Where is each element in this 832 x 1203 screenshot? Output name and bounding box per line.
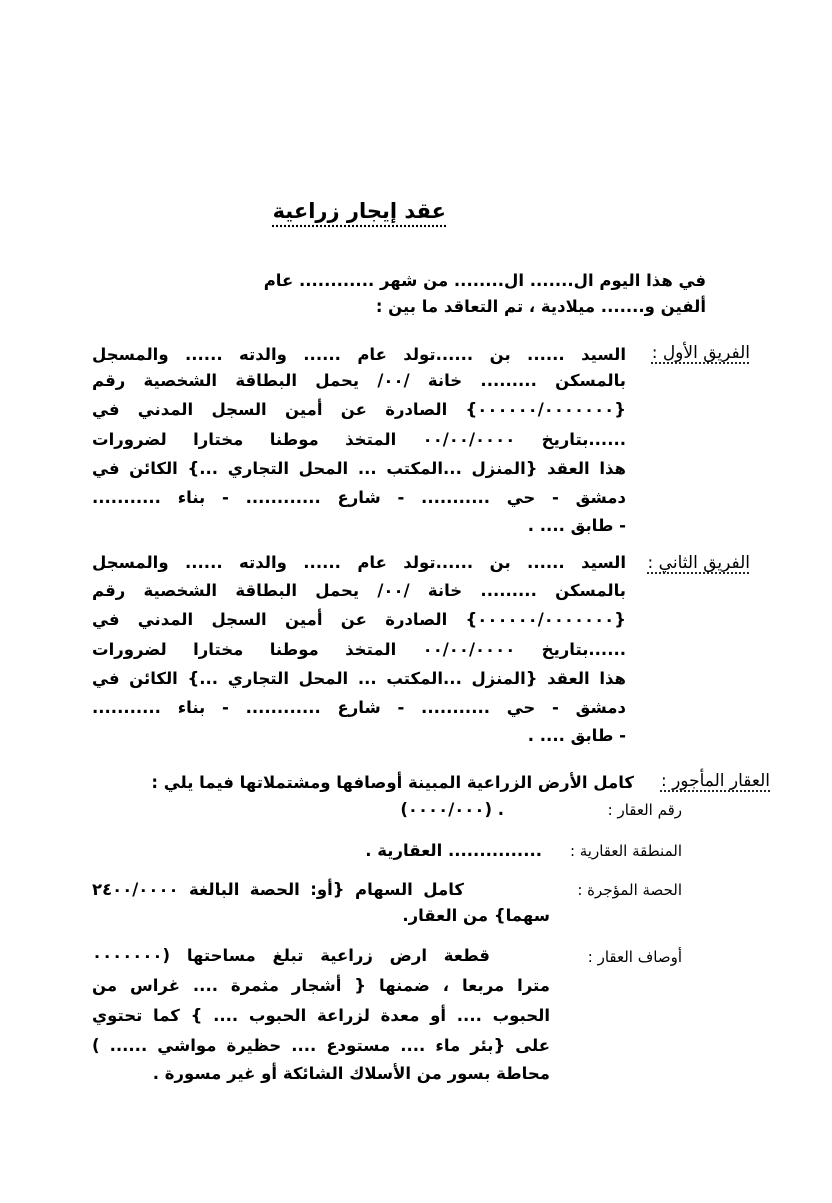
property-label: العقار المأجور : (660, 771, 770, 791)
party2-line-7: - طابق .... . (527, 726, 626, 745)
party2-line-4: ......بتاريخ ٠٠/٠٠/٠٠٠٠ المتخذ موطنا مختارا لضرورات (92, 640, 626, 659)
party1-line-1: السيد ...... بن ......تولد عام ...... والدته ...... والمسجل (92, 345, 626, 364)
party1-label: الفريق الأول : (651, 343, 750, 363)
property-number-value: (٠٠٠٠/٠٠٠) . (400, 800, 504, 819)
party1-line-4: ......بتاريخ ٠٠/٠٠/٠٠٠٠ المتخذ موطنا مختارا لضرورات (92, 430, 626, 449)
party1-line-7: - طابق .... . (527, 516, 626, 535)
property-desc-line-1: قطعة ارض زراعية تبلغ مساحتها (٠٠٠٠٠٠٠ (92, 946, 490, 965)
property-zone-label: المنطقة العقارية : (569, 842, 682, 860)
party2-line-5: هذا العقد {المنزل ...المكتب ... المحل التجاري ...} الكائن في (92, 669, 626, 688)
property-desc-label: أوصاف العقار : (587, 948, 682, 966)
property-text: كامل الأرض الزراعية المبينة أوصافها ومشتملاتها فيما يلي : (151, 773, 634, 792)
party2-line-3: {٠٠٠٠٠٠/٠٠٠٠٠٠٠} الصادرة عن أمين السجل المدني في (92, 610, 626, 629)
party1-line-6: دمشق - حي ........... - شارع ............ - بناء ........... (92, 488, 626, 507)
party2-line-1: السيد ...... بن ......تولد عام ...... والدته ...... والمسجل (92, 553, 626, 572)
intro-line-2: ألفين و....... ميلادية ، تم التعاقد ما بين : (375, 297, 706, 316)
property-desc-line-5: محاطة بسور من الأسلاك الشائكة أو غير مسورة . (152, 1064, 550, 1083)
party2-label: الفريق الثاني : (647, 553, 750, 573)
property-zone-value: ............... العقارية . (365, 841, 542, 860)
property-desc-line-4: على {بئر ماء .... مستودع .... حظيرة مواشي ...... ) (92, 1036, 550, 1055)
property-desc-line-2: مترا مربعا ، ضمنها { أشجار مثمرة .... غراس من (92, 976, 550, 995)
document-title: عقد إيجار زراعية (272, 199, 446, 223)
party1-line-3: {٠٠٠٠٠٠/٠٠٠٠٠٠٠} الصادرة عن أمين السجل المدني في (92, 400, 626, 419)
party2-line-6: دمشق - حي ........... - شارع ............ - بناء ........... (92, 698, 626, 717)
property-desc-line-3: الحبوب .... أو معدة لزراعة الحبوب .... } كما تحتوي (92, 1006, 550, 1025)
intro-line-1: في هذا اليوم ال....... ال........ من شهر ............ عام (263, 271, 706, 290)
party1-line-5: هذا العقد {المنزل ...المكتب ... المحل التجاري ...} الكائن في (92, 459, 626, 478)
property-share-line-1: كامل السهام {أو: الحصة البالغة ٢٤٠٠/٠٠٠٠ (92, 880, 464, 899)
property-share-label: الحصة المؤجرة : (577, 881, 682, 899)
party1-line-2: بالمسكن ......... خانة /٠٠/ يحمل البطاقة الشخصية رقم (92, 371, 626, 390)
party2-line-2: بالمسكن ......... خانة /٠٠/ يحمل البطاقة الشخصية رقم (92, 581, 626, 600)
property-share-line-2: سهما} من العقار. (402, 906, 550, 925)
property-number-label: رقم العقار : (607, 801, 682, 819)
